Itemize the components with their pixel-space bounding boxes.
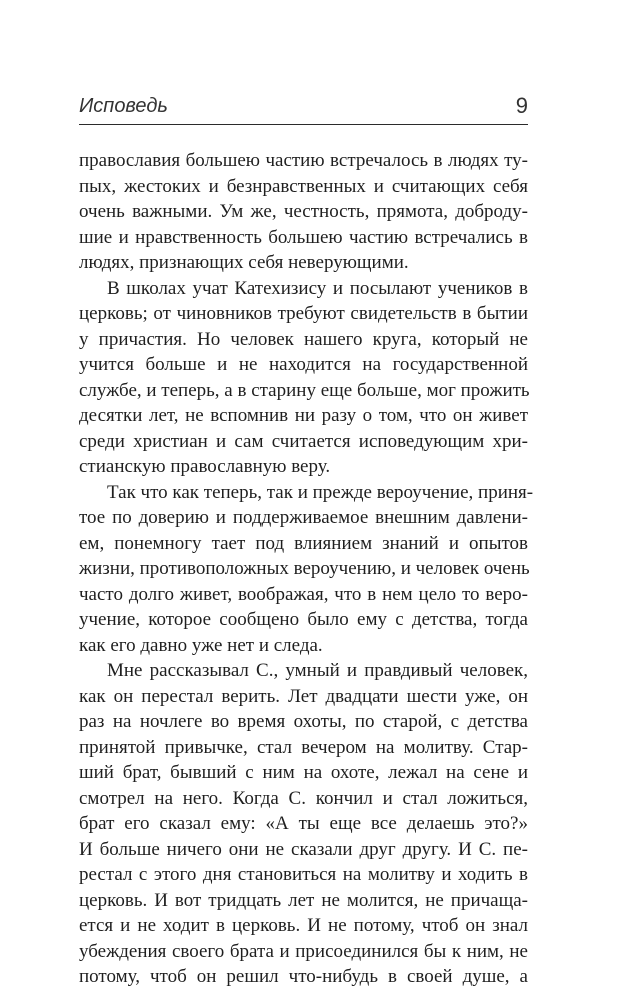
text-line: церковь; от чиновников требуют свидетельств в бытии bbox=[79, 303, 528, 324]
text-line: среди христиан и сам считается исповедующим хри- bbox=[79, 430, 528, 452]
text-line: очень важными. Ум же, честность, прямота, доброду- bbox=[79, 201, 528, 222]
text-line: часто долго живет, воображая, что в нем цело то веро- bbox=[79, 583, 528, 605]
page-header bbox=[79, 88, 528, 124]
text-line: церковь. И вот тридцать лет не молится, не причаща- bbox=[79, 889, 528, 911]
text-line: ется и не ходит в церковь. И не потому, чтоб он знал bbox=[79, 915, 528, 936]
text-line: людях, признающих себя неверующими. bbox=[79, 252, 409, 273]
text-line: Мне рассказывал С., умный и правдивый человек, bbox=[107, 660, 528, 681]
paragraph bbox=[79, 148, 528, 276]
text-line: принятой привычке, стал вечером на молитву. Стар- bbox=[79, 736, 528, 758]
text-line: В школах учат Катехизису и посылают учеников в bbox=[107, 277, 528, 299]
text-line: учение, которое сообщено было ему с детства, тогда bbox=[79, 609, 528, 630]
paragraph bbox=[79, 276, 528, 480]
text-line: Так что как теперь, так и прежде вероучение, приня- bbox=[107, 481, 534, 503]
paragraph bbox=[79, 480, 534, 659]
text-line: убеждения своего брата и присоединился бы к ним, не bbox=[79, 940, 528, 962]
text-line: у причастия. Но человек нашего круга, который не bbox=[79, 328, 528, 350]
running-head: Исповедь bbox=[79, 95, 168, 117]
page-number: 9 bbox=[515, 93, 528, 118]
text-line: десятки лет, не вспомнив ни разу о том, что он живет bbox=[79, 405, 528, 426]
text-line: как его давно уже нет и следа. bbox=[79, 634, 323, 656]
paragraph bbox=[79, 658, 528, 990]
text-line: потому, чтоб он решил что-нибудь в своей душе, а bbox=[79, 966, 528, 987]
text-line: жизни, противоположных вероучению, и человек очень bbox=[79, 558, 530, 579]
text-line: ем, понемногу тает под влиянием знаний и опытов bbox=[79, 532, 528, 554]
text-line: стианскую православную веру. bbox=[79, 456, 331, 477]
text-line: шие и нравственность большею частию встречались в bbox=[79, 226, 528, 248]
text-line: как он перестал верить. Лет двадцати шести уже, он bbox=[79, 685, 528, 707]
text-line: брат его сказал ему: «А ты еще все делаешь это?» bbox=[79, 813, 528, 834]
text-line: И больше ничего они не сказали друг другу. И С. пе- bbox=[79, 838, 528, 860]
text-line: смотрел на него. Когда С. кончил и стал ложиться, bbox=[79, 787, 528, 809]
body-text bbox=[79, 148, 534, 990]
text-line: учится больше и не находится на государственной bbox=[79, 354, 528, 375]
text-line: ший брат, бывший с ним на охоте, лежал на сене и bbox=[79, 762, 528, 783]
text-line: пых, жестоких и безнравственных и считающих себя bbox=[79, 175, 528, 197]
text-line: православия большею частию встречалось в людях ту- bbox=[79, 150, 528, 171]
text-line: тое по доверию и поддерживаемое внешним давлени- bbox=[79, 507, 528, 528]
header-rule bbox=[79, 124, 528, 125]
text-line: рестал с этого дня становиться на молитву и ходить в bbox=[79, 864, 528, 885]
text-line: службе, и теперь, а в старину еще больше, мог прожить bbox=[79, 379, 530, 401]
text-line: раз на ночлеге во время охоты, по старой, с детства bbox=[79, 711, 528, 732]
